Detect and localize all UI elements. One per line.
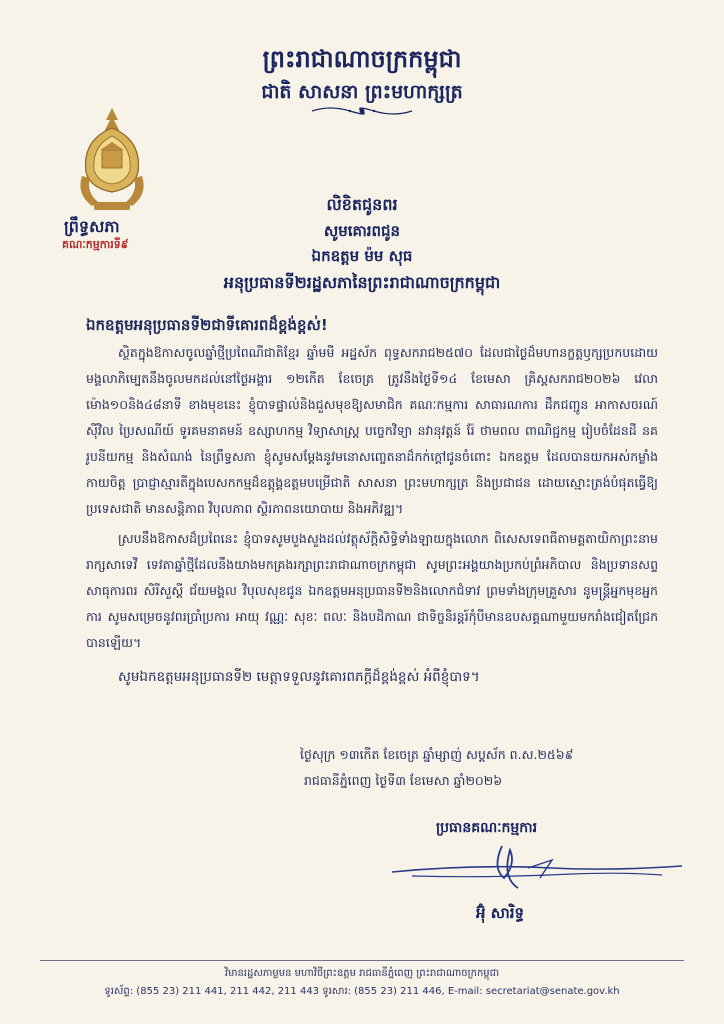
signer-name: អ៊ុំ សារិទ្ធ (476, 904, 525, 922)
letter-body (86, 312, 658, 690)
footer-divider (40, 960, 684, 961)
ornament-divider (310, 104, 414, 118)
date-solar: រាជធានីភ្នំពេញ ថ្ងៃទី៣ ខែមេសា ឆ្នាំ២០២៦ (304, 773, 503, 788)
signer-title: ប្រធានគណៈកម្មការ (436, 820, 538, 836)
recipient-position: អនុប្រធានទី២រដ្ឋសភានៃព្រះរាជាណាចក្រកម្ពុជា (223, 273, 501, 292)
document-title: លិខិតជូនពរ (326, 195, 398, 214)
org-name: ព្រឹទ្ធសភា (64, 217, 120, 236)
national-motto: ជាតិ សាសនា ព្រះមហាក្សត្រ (261, 81, 463, 103)
date-block (300, 742, 680, 794)
closing-line: សូមឯកឧត្តមអនុប្រធានទី២ មេត្តាទទួលនូវគោរពភក្តីដ៏ខ្ពង់ខ្ពស់ អំពីខ្ញុំបាទ។ (118, 669, 480, 685)
date-lunar: ថ្ងៃសុក្រ ១៣កើត ខែចេត្រ ឆ្នាំម្សាញ់ សប្តស័ក ព.ស.២៥៦៩ (300, 747, 574, 762)
footer-contact: ទូរស័ព្ទ: (855 23) 211 441, 211 442, 211 443 ទូរសារ: (855 23) 211 446, E-mail: secretariat@senate.gov.kh (104, 986, 620, 997)
salutation: ឯកឧត្តមអនុប្រធានទី២ជាទីគោរពដ៏ខ្ពង់ខ្ពស់! (86, 316, 328, 334)
signature-mark (352, 838, 708, 898)
recipient-name: ឯកឧត្តម ម៉ម សុធ (311, 247, 413, 265)
org-committee: គណៈកម្មការទី៩ (62, 238, 129, 251)
kingdom-heading: ព្រះរាជាណាចក្រកម្ពុជា (262, 44, 462, 73)
paragraph-2: ស្របនឹងឱកាសដ៏ប្រពៃនេះ ខ្ញុំបាទសូមបួងសួងដល់វត្ថុស័ក្តិសិទ្ធិទាំងឡាយក្នុងលោក ពិសេសទេពធីតាមគ្គតាយិកាព្រះនាមរាក្សសាទេវី ទេវតាឆ្នាំថ្មីដែលនឹងយាងមកគ្រងរក្សាព្រះរាជាណាចក្រកម្ពុជា សូមព្រះអង្គយាងប្រកប់ព្រំអភិបាល និងប្រទានសព្ទសាធុការពរ សិរីសួស្តី ជ័យមង្គល វិបុលសុខជូន ឯកឧត្តមអនុប្រធានទី២និងលោកជំទាវ ព្រមទាំងក្រុមគ្រួសារ នូមន្ត្រីអ្នកមុខអ្នកការ សូមសម្រេចនូវពរប្រាំប្រការ អាយុ វណ្ណៈ សុខៈ ពលៈ និងបដិភាណ ជាទិច្ចនិរន្តរ៍កុំបីមានឧបសគ្គណាមួយមករាំងជៀតជ្រែកបានឡើយ។ (86, 531, 658, 650)
recipient-intro: សូមគោរពជូន (323, 222, 401, 240)
paragraph-1: ស្ថិតក្នុងឱកាសចូលឆ្នាំថ្មីប្រពៃណីជាតិខ្មែរ ឆ្នាំមមី អដ្ឋស័ក ពុទ្ធសករាជ២៥៧០ ដែលជាថ្ងៃដ៏មហានក្ខត្តឫក្សប្រកបដោយមង្គលាភិម្បេតនឹងចូលមកដល់នៅថ្ងៃអង្គារ ១២កើត ខែចេត្រ ត្រូវនឹងថ្ងៃទី១៤ ខែមេសា គ្រិស្តសករាជ២០២៦ វេលាម៉ោង១០និង៤៨នាទី ខាងមុខនេះ ខ្ញុំបាទផ្ទាល់និងជួសមុខឱ្យសមាជិក គណៈកម្មការ សាធារណការ ដឹកជញ្ជូន អាកាសចរណ៍ស៊ីវិល ប្រៃសណីយ៍ ទូរគមនាគមន៍ ឧស្សាហកម្ម វិទ្យាសាស្ត្រ បច្ចេកវិទ្យា នវានុវត្តន៍ រ៉ែ ថាមពល ពាណិជ្ជកម្ម រៀបចំដែនដី នគរូបនីយកម្ម និងសំណង់ នៃព្រឹទ្ធសភា ខ្ញុំសូមសម្តែងនូវមនោសញ្ចេតនាដ៏កក់ក្តៅជូនចំពោះ ឯកឧត្តម ដែលបានយកអស់កម្លាំងកាយចិត្ត ប្រាជ្ញាស្មារតីក្នុងបេសកកម្មដ៏ឧត្តុង្គឧត្តមបម្រើជាតិ សាសនា ព្រះមហាក្សត្រ និងប្រជាជន ដោយស្មោះត្រង់បំផុតធ្វើឱ្យប្រទេសជាតិ មានសន្តិភាព វិបុលភាព ស្ថិរភាពនយោបាយ និងអភិវឌ្ឍ។ (86, 345, 658, 516)
footer-address: វិមានរដ្ឋសភាម្លមន មហាវិថីព្រះឧត្តម រាជធានីភ្នំពេញ ព្រះរាជាណាចក្រកម្ពុជា (224, 968, 500, 979)
